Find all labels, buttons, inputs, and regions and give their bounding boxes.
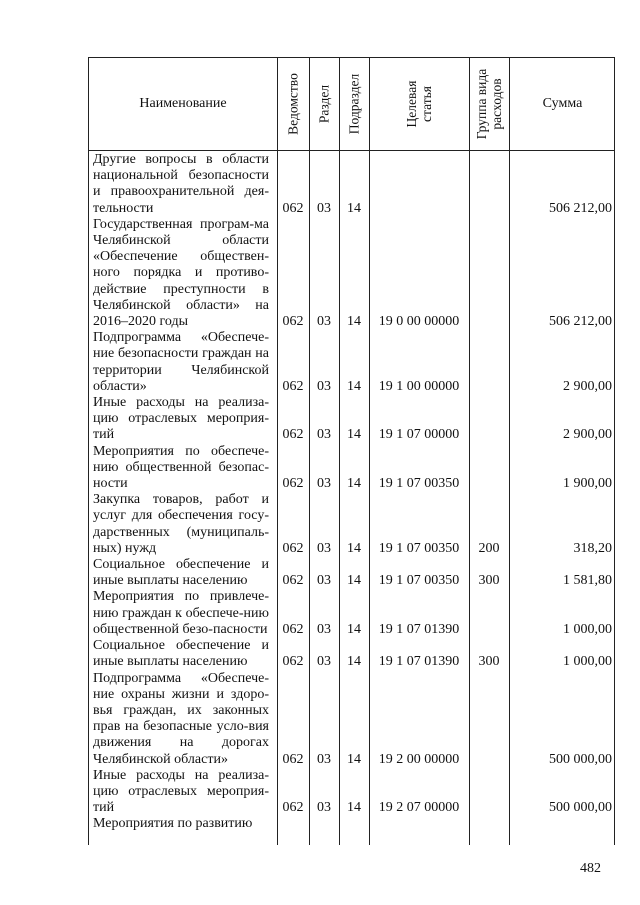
row-razdel: 03 <box>317 654 331 670</box>
row-celevaya: 19 1 07 00000 <box>378 427 460 443</box>
row-razdel: 03 <box>317 476 331 492</box>
table-row <box>89 492 616 557</box>
row-vedomstvo: 062 <box>282 427 304 443</box>
row-celevaya: 19 1 07 01390 <box>378 621 460 637</box>
row-razdel: 03 <box>317 378 331 394</box>
row-name: Социальное обеспечение и иные выплаты населению <box>93 557 269 589</box>
row-razdel: 03 <box>317 200 331 216</box>
row-celevaya: 19 1 00 00000 <box>378 378 460 394</box>
row-name: Подпрограмма «Обеспече-ние охраны жизни и здоро-вья граждан, их законных прав на безопасные усло-вия движения на дорогах Челябинской области» <box>93 670 269 767</box>
row-razdel: 03 <box>317 751 331 767</box>
row-podrazdel: 14 <box>347 200 361 216</box>
row-vedomstvo: 062 <box>282 540 304 556</box>
row-name: Мероприятия по развитию <box>93 816 253 832</box>
header-celevaya-line1: Целевая <box>404 80 419 128</box>
row-name: Другие вопросы в области национальной безопасности и правоохранительной дея-тельности <box>93 152 269 216</box>
row-razdel: 03 <box>317 800 331 816</box>
header-divider <box>89 150 614 151</box>
row-podrazdel: 14 <box>347 751 361 767</box>
row-vedomstvo: 062 <box>282 621 304 637</box>
row-podrazdel: 14 <box>347 654 361 670</box>
table-row <box>89 589 616 638</box>
table-row <box>89 330 616 395</box>
row-podrazdel: 14 <box>347 540 361 556</box>
table-row <box>89 768 616 817</box>
row-celevaya: 19 2 07 00000 <box>378 800 460 816</box>
row-vedomstvo: 062 <box>282 751 304 767</box>
row-gruppa: 300 <box>478 654 500 670</box>
row-podrazdel: 14 <box>347 800 361 816</box>
row-summa: 1 581,80 <box>563 573 612 589</box>
row-vedomstvo: 062 <box>282 378 304 394</box>
row-vedomstvo: 062 <box>282 476 304 492</box>
header-celevaya-line2: статья <box>419 86 434 122</box>
row-name: Закупка товаров, работ и услуг для обеспечения госу-дарственных (муниципаль-ных) нужд <box>93 492 269 556</box>
row-summa: 2 900,00 <box>563 427 612 443</box>
row-celevaya: 19 0 00 00000 <box>378 314 460 330</box>
header-gruppa-rashodov <box>474 69 504 140</box>
row-vedomstvo: 062 <box>282 654 304 670</box>
row-razdel: 03 <box>317 540 331 556</box>
row-vedomstvo: 062 <box>282 200 304 216</box>
row-podrazdel: 14 <box>347 476 361 492</box>
row-razdel: 03 <box>317 427 331 443</box>
row-summa: 506 212,00 <box>549 314 612 330</box>
header-podrazdel: Подраздел <box>346 73 362 135</box>
row-name: Подпрограмма «Обеспече-ние безопасности граждан на территории Челябинской области» <box>93 330 269 394</box>
table-row <box>89 638 616 670</box>
table-body <box>89 152 616 833</box>
header-razdel: Раздел <box>316 84 332 124</box>
row-name: Иные расходы на реализа-цию отраслевых мероприя-тий <box>93 395 269 443</box>
header-summa: Сумма <box>542 96 583 111</box>
row-razdel: 03 <box>317 314 331 330</box>
header-celevaya-statya <box>404 81 434 128</box>
row-podrazdel: 14 <box>347 378 361 394</box>
row-celevaya: 19 1 07 01390 <box>378 654 460 670</box>
row-summa: 1 000,00 <box>563 621 612 637</box>
page-number: 482 <box>580 861 601 876</box>
row-summa: 500 000,00 <box>549 800 612 816</box>
row-podrazdel: 14 <box>347 573 361 589</box>
row-razdel: 03 <box>317 573 331 589</box>
table-row <box>89 152 616 217</box>
row-name: Мероприятия по обеспече-нию общественной безопас-ности <box>93 443 269 492</box>
row-vedomstvo: 062 <box>282 573 304 589</box>
row-gruppa: 200 <box>478 540 500 556</box>
row-summa: 318,20 <box>573 540 612 556</box>
table-row <box>89 395 616 444</box>
row-celevaya: 19 1 07 00350 <box>378 476 460 492</box>
header-gruppa-line2: расходов <box>489 78 504 130</box>
row-celevaya: 19 1 07 00350 <box>378 573 460 589</box>
table-row <box>89 557 616 589</box>
table-row <box>89 816 616 832</box>
row-summa: 2 900,00 <box>563 378 612 394</box>
header-name: Наименование <box>139 96 227 111</box>
row-summa: 1 000,00 <box>563 654 612 670</box>
row-summa: 1 900,00 <box>563 476 612 492</box>
row-summa: 500 000,00 <box>549 751 612 767</box>
table-row <box>89 444 616 493</box>
row-name: Социальное обеспечение и иные выплаты населению <box>93 638 269 670</box>
row-vedomstvo: 062 <box>282 314 304 330</box>
row-celevaya: 19 2 00 00000 <box>378 751 460 767</box>
row-name: Государственная програм-ма Челябинской области «Обеспечение обществен-ного порядка и противо-действие преступности в Челябинской области» на 2016–2020 годы <box>93 216 269 330</box>
row-celevaya: 19 1 07 00350 <box>378 540 460 556</box>
header-vedomstvo: Ведомство <box>285 73 301 135</box>
row-name: Иные расходы на реализа-цию отраслевых мероприя-тий <box>93 767 269 816</box>
table-row <box>89 671 616 768</box>
row-gruppa: 300 <box>478 573 500 589</box>
budget-table <box>88 57 615 845</box>
row-vedomstvo: 062 <box>282 800 304 816</box>
header-gruppa-line1: Группа вида <box>474 68 489 140</box>
row-podrazdel: 14 <box>347 314 361 330</box>
table-row <box>89 217 616 330</box>
row-summa: 506 212,00 <box>549 200 612 216</box>
row-razdel: 03 <box>317 621 331 637</box>
row-podrazdel: 14 <box>347 427 361 443</box>
row-name: Мероприятия по привлече-нию граждан к обеспече-нию общественной безо-пасности <box>93 589 269 637</box>
row-podrazdel: 14 <box>347 621 361 637</box>
